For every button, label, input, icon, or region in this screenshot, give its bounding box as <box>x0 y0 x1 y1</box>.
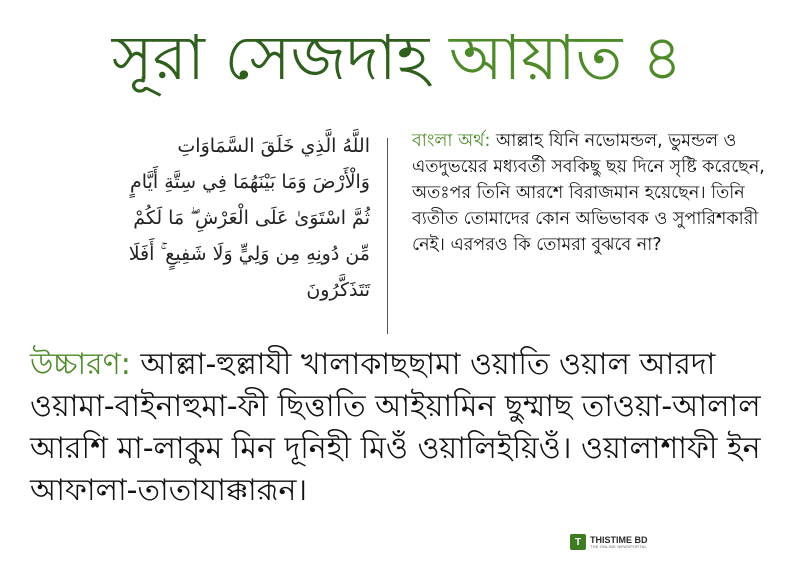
meaning-label: বাংলা অর্থ: <box>412 131 491 151</box>
logo-tagline: THE ONLINE NEWSPORTAL <box>590 543 647 549</box>
bangla-meaning <box>412 128 768 258</box>
column-divider <box>387 138 388 334</box>
pronunciation-label: উচ্চারণ: <box>30 347 131 382</box>
ayah-number: আয়াত ৪ <box>448 21 683 94</box>
site-logo <box>570 532 648 552</box>
arabic-verse <box>24 128 370 308</box>
surah-name: সূরা সেজদাহ <box>111 21 430 94</box>
logo-icon: T <box>570 534 586 550</box>
arabic-line: مِّن دُونِهِ مِن وَلِيٍّ وَلَا شَفِيعٍ ۚ أَفَلَا <box>128 243 370 265</box>
arabic-line: تَتَذَكَّرُونَ <box>306 279 370 301</box>
logo-main-text: THISTIME BD <box>590 534 648 545</box>
pronunciation <box>30 344 774 512</box>
arabic-line: ثُمَّ اسْتَوَىٰ عَلَى الْعَرْشِ ۖ مَا لَكُمْ <box>133 207 370 229</box>
arabic-line: اللَّهُ الَّذِي خَلَقَ السَّمَاوَاتِ <box>177 135 370 157</box>
arabic-line: وَالْأَرْضَ وَمَا بَيْنَهُمَا فِي سِتَّةِ أَيَّامٍ <box>130 171 370 193</box>
meaning-text: আল্লাহ যিনি নভোমন্ডল, ভুমন্ডল ও এতদুভয়ের মধ্যবর্তী সবকিছু ছয় দিনে সৃষ্টি করেছেন, অতঃপর তিনি আরশে বিরাজমান হয়েছেন। তিনি ব্যতীত তোমাদের কোন অভিভাবক ও সুপারিশকারী নেই। এরপরও কি তোমরা বুঝবে না? <box>412 131 765 255</box>
logo-text <box>590 536 648 549</box>
page-title <box>0 18 794 98</box>
pronunciation-text: আল্লা-হুল্লাযী খালাকাছছামা ওয়াতি ওয়াল আরদা ওয়ামা-বাইনাহুমা-ফী ছিত্তাতি আইয়ামিন ছুম্মাছ তাওয়া-আলাল আরশি মা-লাকুম মিন দূনিহী মিওঁ ওয়ালিইয়িওঁ। ওয়ালাশাফী ইন আফালা-তাতাযাক্কারূন। <box>30 347 761 508</box>
